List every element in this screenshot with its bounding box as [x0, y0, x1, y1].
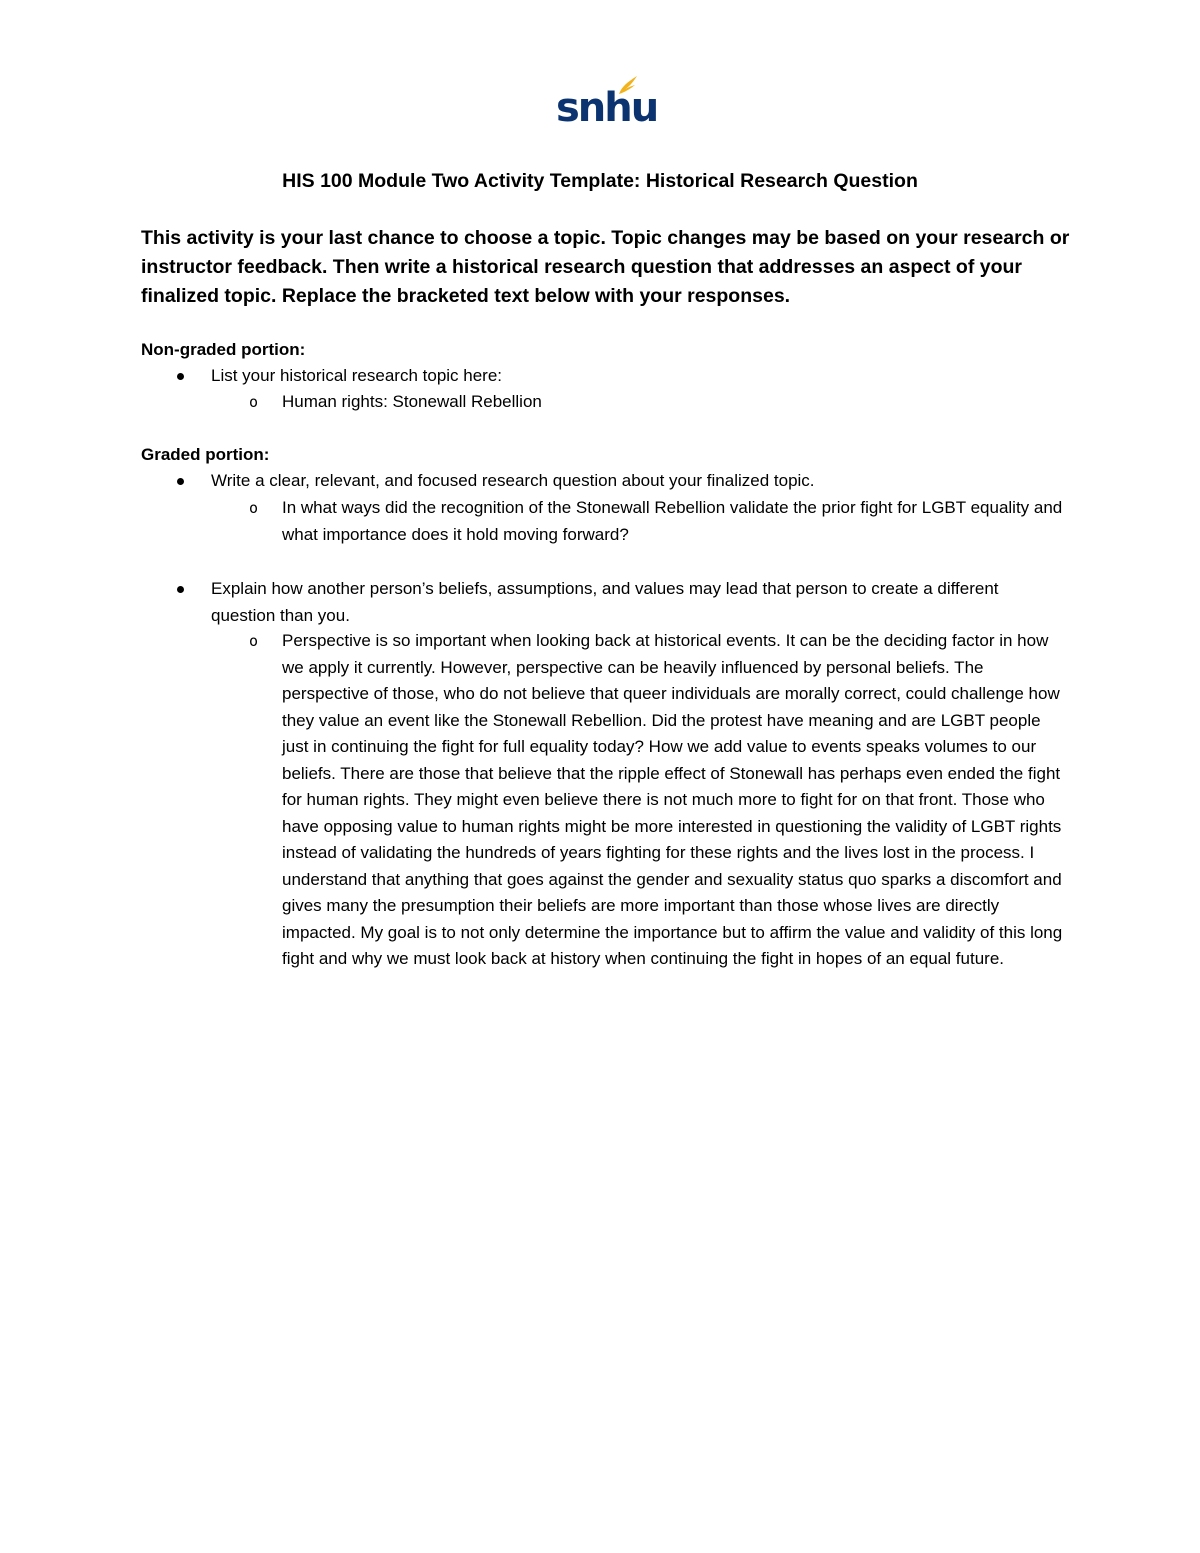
perspective-answer: Perspective is so important when looking back at historical events. It can be the deciding factor in how we apply it currently. However, perspective can be heavily influenced by personal beliefs. The perspective of those, who do not believe that queer individuals are morally correct, could challenge how they value an event like the Stonewall Rebellion. Did the protest have meaning and are LGBT people just in continuing the fight for full equality today? How we add value to events speaks volumes to our beliefs. There are those that believe that the ripple effect of Stonewall has perhaps even ended the fight for human rights. They might even believe there is not much more to fight for on that front. Those who have opposing value to human rights might be more interested in questioning the validity of LGBT rights instead of validating the hundreds of years fighting for these rights and the lives lost in the process. I understand that anything that goes against the gender and sexuality status quo sparks a discomfort and gives many the presumption their beliefs are more important than those whose lives are directly impacted. My goal is to not only determine the importance but to affirm the value and validity of this long fight and why we must look back at history when continuing the fight in hopes of an equal future.	[282, 631, 1063, 968]
topic-answer: Human rights: Stonewall Rebellion	[282, 392, 542, 411]
bullet-icon	[177, 586, 184, 593]
bullet-icon	[177, 478, 184, 485]
question-prompt: Write a clear, relevant, and focused research question about your finalized topic.	[211, 471, 815, 490]
snhu-logo	[556, 74, 658, 134]
sub-bullet-marker: o	[249, 499, 259, 517]
perspective-prompt: Explain how another person’s beliefs, assumptions, and values may lead that person to create a different question than you.	[211, 579, 999, 625]
bullet-icon	[177, 373, 184, 380]
sub-bullet-marker: o	[249, 393, 259, 411]
research-question-answer: In what ways did the recognition of the Stonewall Rebellion validate the prior fight for LGBT equality and what importance does it hold moving forward?	[282, 498, 1063, 544]
sub-bullet-marker: o	[249, 632, 259, 650]
intro-paragraph: This activity is your last chance to choose a topic. Topic changes may be based on your research or instructor feedback. Then write a historical research question that addresses an aspect of your finalized topic. Replace the bracketed text below with your responses.	[141, 227, 1070, 307]
document-title: HIS 100 Module Two Activity Template: Historical Research Question	[282, 170, 918, 192]
topic-prompt: List your historical research topic here:	[211, 366, 503, 385]
logo-wordmark: snhu	[556, 85, 658, 131]
graded-heading: Graded portion:	[141, 445, 270, 464]
non-graded-heading: Non-graded portion:	[141, 340, 306, 359]
